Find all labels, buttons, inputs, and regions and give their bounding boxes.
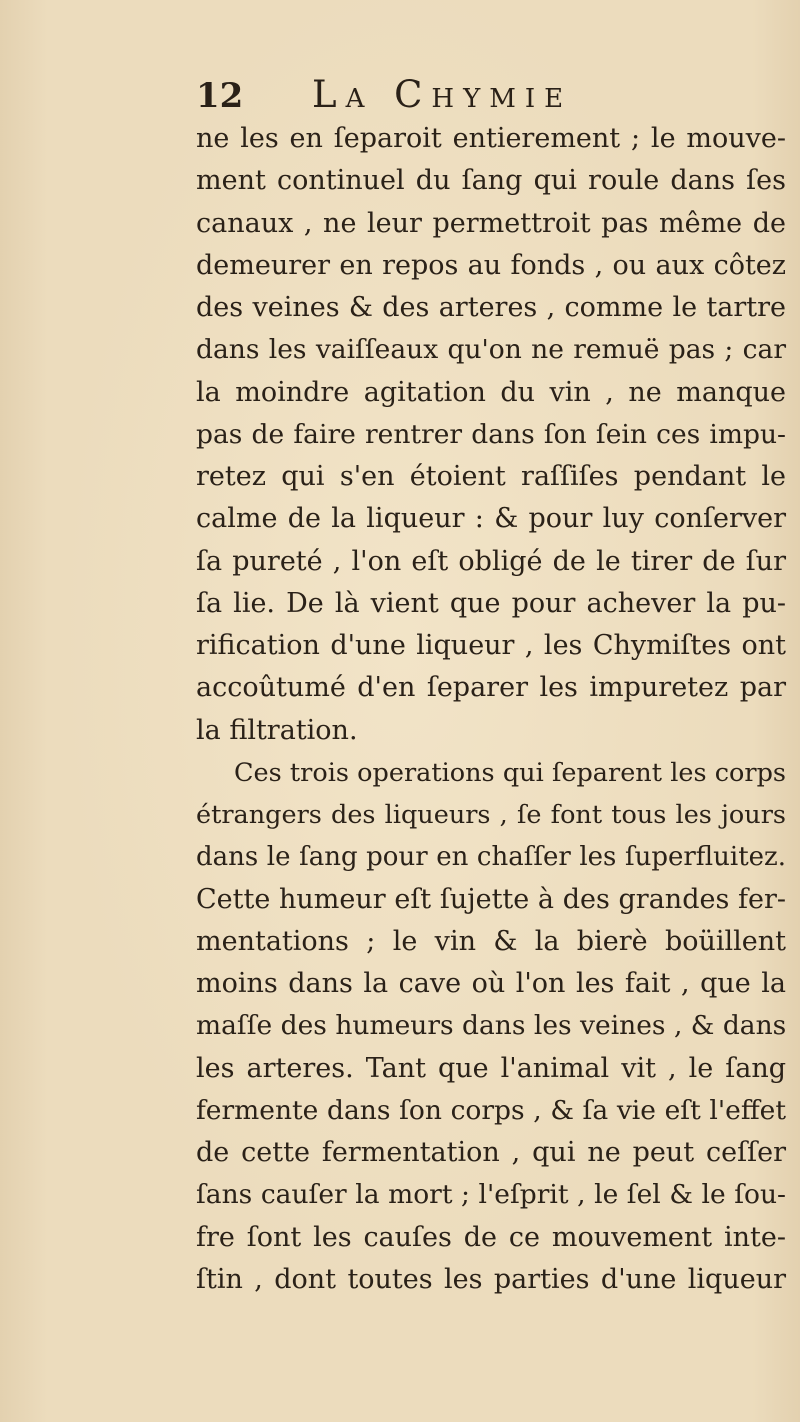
text-line: accoûtumé d'en ſeparer les impuretez par: [196, 672, 786, 704]
text-line: demeurer en repos au fonds , ou aux côtez: [196, 249, 786, 281]
text-line: étrangers des liqueurs , ſe font tous les jours: [196, 800, 786, 830]
text-line: les arteres. Tant que l'animal vit , le ſang: [196, 1052, 786, 1084]
text-line: moins dans la cave où l'on les fait , que la: [196, 968, 786, 999]
page-header: [196, 68, 676, 120]
running-title: La Chymie: [312, 73, 573, 116]
text-line: fermente dans ſon corps , & ſa vie eſt l'effet: [196, 1094, 786, 1126]
text-line: pas de faire rentrer dans ſon ſein ces impu-: [196, 418, 786, 450]
page-number: 12: [196, 76, 244, 116]
text-line: la moindre agitation du vin , ne manque: [196, 376, 786, 408]
text-line: ſans cauſer la mort ; l'eſprit , le ſel & le ſou-: [196, 1179, 786, 1211]
text-line: Cette humeur eſt ſujette à des grandes fer-: [196, 883, 786, 915]
text-line: des veines & des arteres , comme le tartre: [196, 292, 786, 323]
text-line: canaux , ne leur permettroit pas même de: [196, 207, 786, 239]
text-line: maſſe des humeurs dans les veines , & dans: [196, 1010, 787, 1042]
text-line: ſa pureté , l'on eſt obligé de le tirer de ſur: [196, 545, 786, 577]
text-line: ſa lie. De là vient que pour achever la pu-: [196, 587, 786, 619]
text-line: calme de la liqueur : & pour luy conſerver: [196, 503, 786, 535]
text-line: ne les en ſeparoit entierement ; le mouve-: [196, 123, 786, 154]
text-line: fre ſont les cauſes de ce mouvement inte-: [196, 1221, 786, 1253]
text-line: dans les vaiſſeaux qu'on ne remuë pas ; car: [196, 334, 786, 366]
text-line: de cette fermentation , qui ne peut ceſſer: [196, 1137, 786, 1168]
paragraph-end-line: la filtration.: [196, 714, 358, 746]
text-line: dans le ſang pour en chaſſer les ſuperfluitez.: [196, 842, 786, 873]
paragraph-start-line: Ces trois operations qui ſeparent les corps: [234, 757, 786, 788]
text-line: rification d'une liqueur , les Chymiſtes ont: [196, 630, 786, 661]
body-text: [196, 118, 786, 1301]
text-line: retez qui s'en étoient raſſiſes pendant le: [196, 461, 786, 492]
text-line: ſtin , dont toutes les parties d'une liqueur: [196, 1263, 786, 1295]
text-line: ment continuel du ſang qui roule dans ſes: [196, 165, 786, 197]
text-line: mentations ; le vin & la bierè boüillent: [196, 925, 786, 957]
